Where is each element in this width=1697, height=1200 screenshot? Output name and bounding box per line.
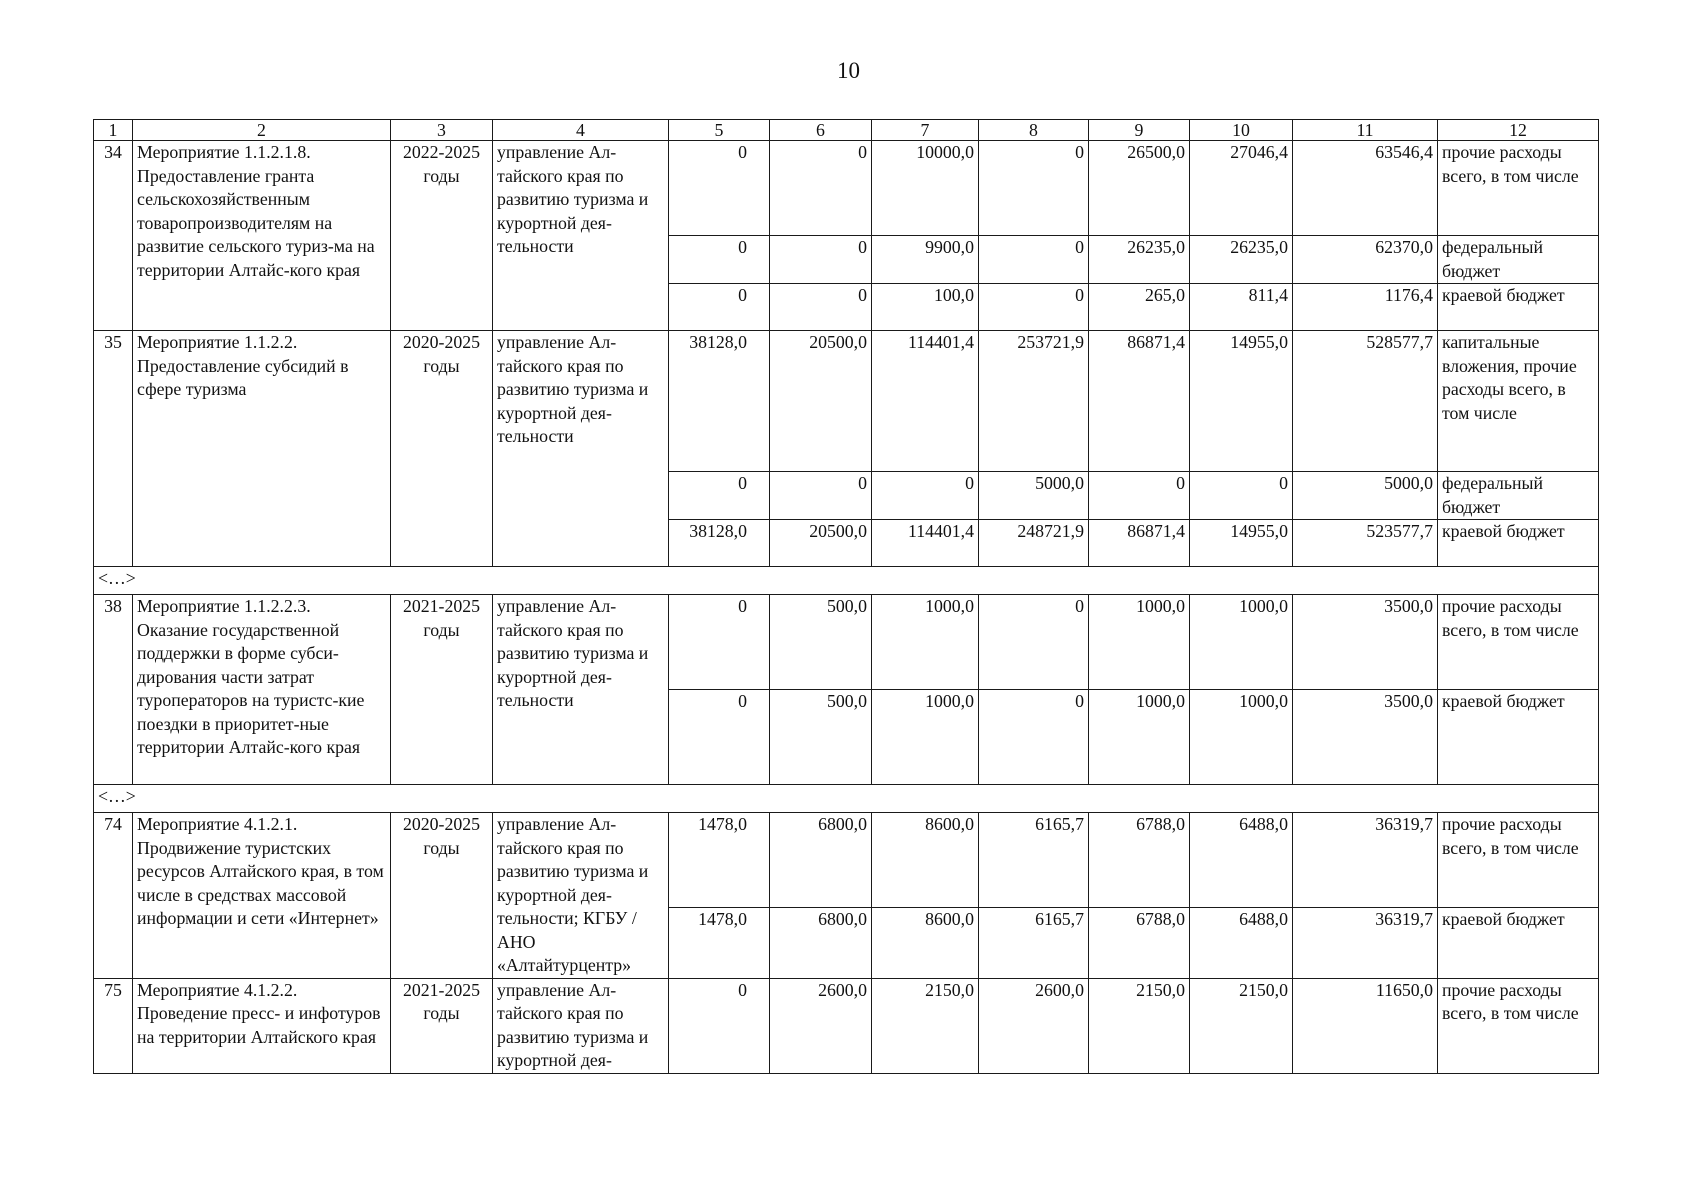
skip-marker: <…> [94, 567, 1599, 595]
amount-cell: 3500,0 [1293, 595, 1438, 690]
amount-cell: 11650,0 [1293, 978, 1438, 1073]
page-number: 10 [837, 58, 860, 83]
amount-cell: 253721,9 [979, 331, 1089, 472]
row-number: 38 [94, 595, 133, 785]
amount-cell: 0 [979, 141, 1089, 236]
row-number: 34 [94, 141, 133, 331]
amount-cell: 5000,0 [1293, 472, 1438, 520]
amount-cell: 27046,4 [1190, 141, 1293, 236]
amount-cell: 62370,0 [1293, 236, 1438, 284]
header-cell: 5 [669, 120, 770, 141]
period: 2021-2025 годы [391, 978, 493, 1073]
amount-cell: 114401,4 [872, 520, 979, 567]
amount-cell: 0 [669, 595, 770, 690]
amount-cell: 0 [669, 141, 770, 236]
amount-cell: 2150,0 [1089, 978, 1190, 1073]
amount-cell: 26235,0 [1190, 236, 1293, 284]
amount-cell: 1000,0 [1089, 690, 1190, 785]
amount-cell: 0 [979, 690, 1089, 785]
amount-cell: 38128,0 [669, 520, 770, 567]
executor: управление Ал-тайского края по развитию туризма и курортной дея- [493, 978, 669, 1073]
amount-cell: 5000,0 [979, 472, 1089, 520]
amount-cell: 1000,0 [1190, 595, 1293, 690]
period: 2021-2025 годы [391, 595, 493, 785]
period: 2020-2025 годы [391, 813, 493, 979]
executor: управление Ал-тайского края по развитию туризма и курортной дея-тельности; КГБУ / АНО «Алтайтурцентр» [493, 813, 669, 979]
header-cell: 1 [94, 120, 133, 141]
funding-source: федеральный бюджет [1438, 236, 1599, 284]
table-row [94, 331, 1599, 472]
amount-cell: 3500,0 [1293, 690, 1438, 785]
executor: управление Ал-тайского края по развитию туризма и курортной дея-тельности [493, 331, 669, 567]
amount-cell: 14955,0 [1190, 331, 1293, 472]
table-row [94, 595, 1599, 690]
amount-cell: 1000,0 [1190, 690, 1293, 785]
amount-cell: 1000,0 [872, 690, 979, 785]
amount-cell: 114401,4 [872, 331, 979, 472]
funding-source: краевой бюджет [1438, 284, 1599, 331]
amount-cell: 0 [979, 595, 1089, 690]
header-cell: 4 [493, 120, 669, 141]
budget-table [93, 119, 1599, 1074]
amount-cell: 500,0 [770, 690, 872, 785]
amount-cell: 6800,0 [770, 813, 872, 908]
amount-cell: 38128,0 [669, 331, 770, 472]
amount-cell: 1478,0 [669, 908, 770, 978]
amount-cell: 14955,0 [1190, 520, 1293, 567]
amount-cell: 1000,0 [872, 595, 979, 690]
amount-cell: 26235,0 [1089, 236, 1190, 284]
header-cell: 12 [1438, 120, 1599, 141]
funding-source: прочие расходы всего, в том числе [1438, 813, 1599, 908]
amount-cell: 6788,0 [1089, 908, 1190, 978]
amount-cell: 248721,9 [979, 520, 1089, 567]
measure-name: Мероприятие 1.1.2.2. Предоставление субсидий в сфере туризма [133, 331, 391, 567]
row-number: 35 [94, 331, 133, 567]
header-cell: 3 [391, 120, 493, 141]
header-row [94, 120, 1599, 141]
period: 2022-2025 годы [391, 141, 493, 331]
amount-cell: 26500,0 [1089, 141, 1190, 236]
header-cell: 8 [979, 120, 1089, 141]
amount-cell: 500,0 [770, 595, 872, 690]
amount-cell: 0 [770, 472, 872, 520]
amount-cell: 6788,0 [1089, 813, 1190, 908]
amount-cell: 20500,0 [770, 331, 872, 472]
amount-cell: 265,0 [1089, 284, 1190, 331]
amount-cell: 36319,7 [1293, 813, 1438, 908]
amount-cell: 2600,0 [770, 978, 872, 1073]
amount-cell: 10000,0 [872, 141, 979, 236]
amount-cell: 1000,0 [1089, 595, 1190, 690]
skip-row [94, 567, 1599, 595]
header-cell: 2 [133, 120, 391, 141]
header-cell: 11 [1293, 120, 1438, 141]
amount-cell: 100,0 [872, 284, 979, 331]
amount-cell: 528577,7 [1293, 331, 1438, 472]
amount-cell: 0 [770, 236, 872, 284]
amount-cell: 20500,0 [770, 520, 872, 567]
table-row [94, 141, 1599, 236]
funding-source: краевой бюджет [1438, 520, 1599, 567]
row-number: 74 [94, 813, 133, 979]
amount-cell: 0 [669, 284, 770, 331]
header-cell: 9 [1089, 120, 1190, 141]
amount-cell: 8600,0 [872, 813, 979, 908]
amount-cell: 0 [1089, 472, 1190, 520]
amount-cell: 0 [979, 284, 1089, 331]
funding-source: краевой бюджет [1438, 908, 1599, 978]
amount-cell: 9900,0 [872, 236, 979, 284]
header-cell: 6 [770, 120, 872, 141]
amount-cell: 36319,7 [1293, 908, 1438, 978]
amount-cell: 6488,0 [1190, 813, 1293, 908]
measure-name: Мероприятие 1.1.2.2.3. Оказание государственной поддержки в форме субси-дирования части затрат туроператоров на туристс-кие поездки в приоритет-ные территории Алтайс-кого края [133, 595, 391, 785]
amount-cell: 2150,0 [872, 978, 979, 1073]
amount-cell: 0 [872, 472, 979, 520]
amount-cell: 523577,7 [1293, 520, 1438, 567]
funding-source: федеральный бюджет [1438, 472, 1599, 520]
amount-cell: 6165,7 [979, 813, 1089, 908]
measure-name: Мероприятие 4.1.2.2. Проведение пресс- и инфотуров на территории Алтайского края [133, 978, 391, 1073]
amount-cell: 2150,0 [1190, 978, 1293, 1073]
period: 2020-2025 годы [391, 331, 493, 567]
amount-cell: 63546,4 [1293, 141, 1438, 236]
skip-marker: <…> [94, 785, 1599, 813]
funding-source: краевой бюджет [1438, 690, 1599, 785]
amount-cell: 8600,0 [872, 908, 979, 978]
header-cell: 10 [1190, 120, 1293, 141]
executor: управление Ал-тайского края по развитию туризма и курортной дея-тельности [493, 141, 669, 331]
amount-cell: 1176,4 [1293, 284, 1438, 331]
executor: управление Ал-тайского края по развитию туризма и курортной дея-тельности [493, 595, 669, 785]
funding-source: капитальные вложения, прочие расходы всего, в том числе [1438, 331, 1599, 472]
funding-source: прочие расходы всего, в том числе [1438, 141, 1599, 236]
amount-cell: 86871,4 [1089, 331, 1190, 472]
amount-cell: 0 [669, 236, 770, 284]
amount-cell: 1478,0 [669, 813, 770, 908]
table-row [94, 813, 1599, 908]
amount-cell: 0 [770, 141, 872, 236]
amount-cell: 811,4 [1190, 284, 1293, 331]
header-cell: 7 [872, 120, 979, 141]
amount-cell: 6800,0 [770, 908, 872, 978]
measure-name: Мероприятие 1.1.2.1.8. Предоставление гранта сельскохозяйственным товаропроизводителям на развитие сельского туриз-ма на территории Алтайс-кого края [133, 141, 391, 331]
amount-cell: 0 [669, 978, 770, 1073]
amount-cell: 0 [669, 690, 770, 785]
amount-cell: 0 [979, 236, 1089, 284]
amount-cell: 2600,0 [979, 978, 1089, 1073]
measure-name: Мероприятие 4.1.2.1. Продвижение туристских ресурсов Алтайского края, в том числе в средствах массовой информации и сети «Интернет» [133, 813, 391, 979]
skip-row [94, 785, 1599, 813]
funding-source: прочие расходы всего, в том числе [1438, 595, 1599, 690]
amount-cell: 6488,0 [1190, 908, 1293, 978]
funding-source: прочие расходы всего, в том числе [1438, 978, 1599, 1073]
amount-cell: 6165,7 [979, 908, 1089, 978]
amount-cell: 0 [770, 284, 872, 331]
amount-cell: 0 [1190, 472, 1293, 520]
row-number: 75 [94, 978, 133, 1073]
table-row [94, 978, 1599, 1073]
amount-cell: 86871,4 [1089, 520, 1190, 567]
amount-cell: 0 [669, 472, 770, 520]
